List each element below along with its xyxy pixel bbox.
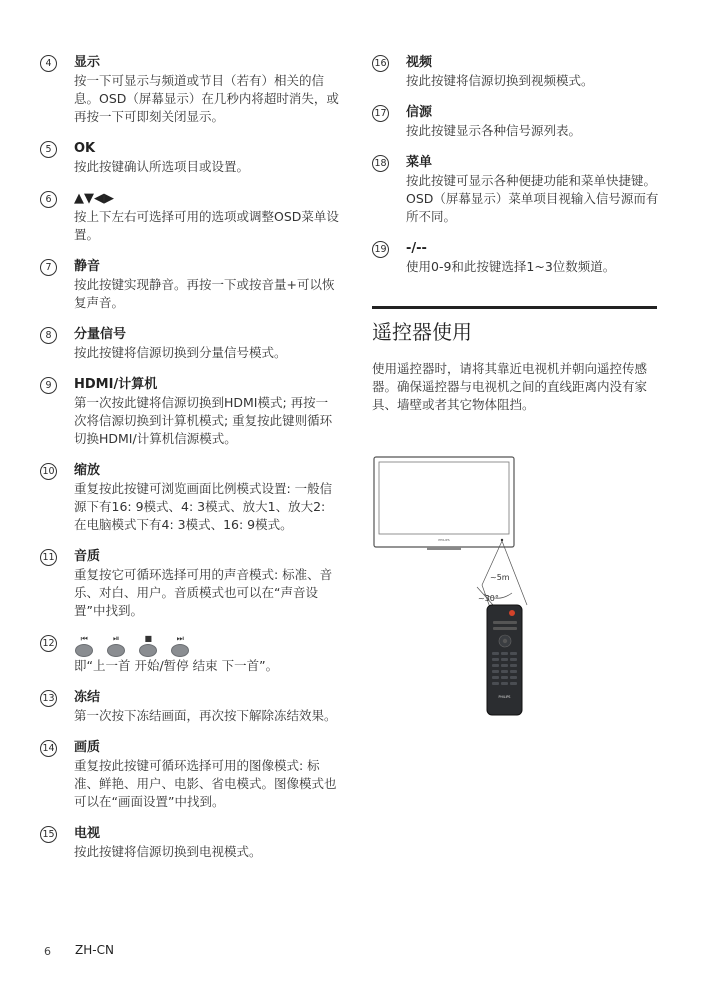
item-number: 10	[40, 463, 57, 480]
item-title: ▲▼◀▶	[74, 191, 114, 206]
item-desc: 即“上一首 开始/暂停 结束 下一首”。	[74, 658, 279, 673]
item-14	[40, 739, 340, 811]
item-8	[40, 326, 340, 362]
remote-illustration	[487, 605, 522, 715]
language-code: ZH-CN	[75, 943, 114, 957]
item-desc: 第一次按下冻结画面，再次按下解除冻结效果。	[74, 708, 337, 723]
item-title: 分量信号	[74, 327, 127, 342]
item-9	[40, 376, 340, 448]
item-7	[40, 258, 340, 312]
item-title: 画质	[74, 740, 101, 755]
play-pause-icon: ⏯	[113, 634, 119, 643]
stop-button	[138, 634, 158, 657]
button-dot	[139, 644, 157, 657]
previous-icon: ⏮	[80, 634, 88, 643]
item-desc: 按此按键显示各种信号源列表。	[406, 123, 582, 138]
ir-sensor	[501, 539, 503, 541]
item-15	[40, 825, 340, 861]
item-title: HDMI/计算机	[74, 377, 158, 392]
item-title: 电视	[74, 826, 101, 841]
item-desc: 重复按此按键可浏览画面比例模式设置: 一般信源下有16: 9模式、4: 3模式、放大1、放大2: 在电脑模式下有4: 3模式、16: 9模式。	[74, 481, 333, 532]
item-6	[40, 190, 340, 244]
next-icon: ⏭	[176, 634, 184, 643]
item-number: 4	[40, 55, 57, 72]
right-column	[372, 54, 662, 290]
play-pause-button	[106, 634, 126, 657]
item-desc: 使用0-9和此按键选择1~3位数频道。	[406, 259, 616, 274]
item-desc: 按此按键将信源切换到电视模式。	[74, 844, 262, 859]
item-title: 音质	[74, 549, 101, 564]
item-16	[372, 54, 662, 90]
item-12	[40, 634, 340, 675]
item-title: 信源	[406, 105, 433, 120]
tv-remote-illustration	[372, 455, 532, 720]
item-desc: 按此按键实现静音。再按一下或按音量+可以恢复声音。	[74, 277, 335, 310]
item-number: 7	[40, 259, 57, 276]
item-title: 冻结	[74, 690, 101, 705]
button-dot	[75, 644, 93, 657]
tv-illustration	[374, 457, 514, 550]
item-number: 5	[40, 141, 57, 158]
item-title: 静音	[74, 259, 101, 274]
section-heading: 遥控器使用	[372, 320, 472, 344]
item-5	[40, 140, 340, 176]
power-button	[509, 610, 515, 616]
button-dot	[107, 644, 125, 657]
next-button	[170, 634, 190, 657]
item-title: OK	[74, 141, 96, 156]
item-desc: 按上下左右可选择可用的选项或调整OSD菜单设置。	[74, 209, 339, 242]
item-desc: 第一次按此键将信源切换到HDMI模式; 再按一次将信源切换到计算机模式; 重复按此键则循环切换HDMI/计算机信源模式。	[74, 395, 333, 446]
item-desc: 按此按键将信源切换到分量信号模式。	[74, 345, 287, 360]
item-title: 视频	[406, 55, 433, 70]
item-desc: 重复按它可循环选择可用的声音模式: 标准、音乐、对白、用户。音质模式也可以在“声音设置”中找到。	[74, 567, 333, 618]
item-desc: 按此按键可显示各种便捷功能和菜单快捷键。OSD（屏幕显示）菜单项目视输入信号源而有所不同。	[406, 173, 659, 224]
item-number: 18	[372, 155, 389, 172]
item-number: 19	[372, 241, 389, 258]
item-title: 缩放	[74, 463, 101, 478]
remote-brand: PHILIPS	[498, 695, 511, 699]
media-buttons-row	[74, 634, 340, 657]
item-11	[40, 548, 340, 620]
item-number: 8	[40, 327, 57, 344]
item-title: -/--	[406, 241, 427, 256]
item-number: 14	[40, 740, 57, 757]
section-divider	[372, 306, 657, 309]
item-18	[372, 154, 662, 226]
item-number: 15	[40, 826, 57, 843]
item-number: 16	[372, 55, 389, 72]
item-desc: 按此按键确认所选项目或设置。	[74, 159, 250, 174]
item-desc: 按一下可显示与频道或节目（若有）相关的信息。OSD（屏幕显示）在几秒内将超时消失，或再按一下可即刻关闭显示。	[74, 73, 339, 124]
item-desc: 按此按键将信源切换到视频模式。	[406, 73, 594, 88]
item-10	[40, 462, 340, 534]
section-paragraph: 使用遥控器时，请将其靠近电视机并朝向遥控传感器。确保遥控器与电视机之间的直线距离内没有家具、墙壁或者其它物体阻挡。	[372, 361, 648, 412]
item-17	[372, 104, 662, 140]
angle-label: ~30°	[478, 594, 499, 603]
item-number: 11	[40, 549, 57, 566]
item-number: 13	[40, 690, 57, 707]
tv-brand: PHILIPS	[438, 538, 450, 542]
item-number: 17	[372, 105, 389, 122]
button-dot	[171, 644, 189, 657]
item-title: 菜单	[406, 155, 433, 170]
stop-icon: ■	[144, 634, 152, 643]
item-number: 12	[40, 635, 57, 652]
item-title: 显示	[74, 55, 101, 70]
page-number: 6	[44, 945, 51, 958]
item-number: 6	[40, 191, 57, 208]
item-desc: 重复按此按键可循环选择可用的图像模式: 标准、鲜艳、用户、电影、省电模式。图像模式也可以在“画面设置”中找到。	[74, 758, 337, 809]
previous-button	[74, 634, 94, 657]
left-column	[40, 54, 340, 875]
distance-label: ~5m	[490, 573, 510, 582]
item-19	[372, 240, 662, 276]
item-number: 9	[40, 377, 57, 394]
item-4	[40, 54, 340, 126]
item-13	[40, 689, 340, 725]
